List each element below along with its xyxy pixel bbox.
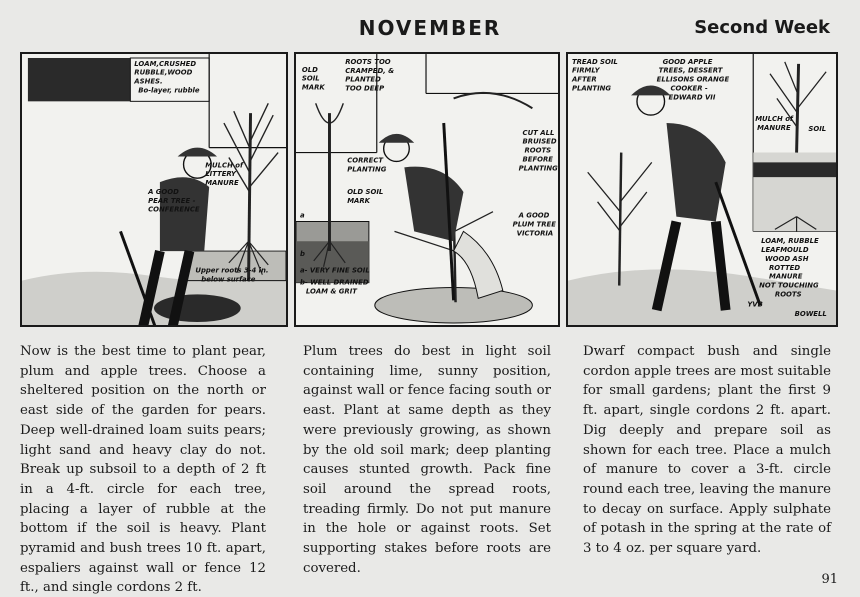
illustration-label: LEAFMOULD — [761, 246, 809, 255]
illustration-label: EDWARD VII — [668, 93, 716, 102]
illustration-label: PLANTING — [571, 84, 612, 93]
illustration-label: CRAMPED, & — [345, 66, 395, 75]
illustration-label: COOKER - — [670, 84, 708, 93]
apple-planting-drawing — [568, 54, 836, 325]
illustration-label: PLANTING — [347, 165, 387, 174]
illustration-label: FIRMLY — [571, 66, 600, 75]
illustration-label: VICTORIA — [516, 229, 554, 238]
illustration-label: NOT TOUCHING — [759, 281, 819, 290]
illustration-label: ROTTED — [769, 263, 801, 272]
illustration-label: PLANTED — [345, 75, 381, 84]
illustration-label: OLD — [301, 65, 318, 74]
illustration-label: A GOOD — [518, 211, 550, 220]
plum-planting-drawing — [296, 54, 558, 325]
gardener-body — [667, 123, 726, 222]
illustration-label: TREES, DESSERT — [658, 66, 723, 75]
illustration-label: GOOD APPLE — [662, 57, 713, 66]
illustration-label: MANURE — [769, 272, 803, 281]
illustration-label: WOOD ASH — [765, 254, 809, 263]
illustration-apple-planting — [566, 52, 838, 327]
illustration-label: b — [299, 249, 305, 258]
illustration-label: OLD SOIL — [347, 187, 384, 196]
illustration-label: CORRECT — [347, 156, 384, 165]
text-column-pears: Now is the best time to plant pear, plum and apple trees. Choose a sheltered position on the north or east side of the garden for pears. Deep well-drained loam suits pears; light sand and heavy clay do not. Break up subsoil to a depth of 2 ft in a 4-ft. circle for each tree, placing a layer of rubble at the bottom if the soil is heavy. Plant pyramid and bush trees 10 ft. apart, espaliers against wall or fence 12 ft., and single cordons 2 ft. — [20, 344, 266, 596]
illustration-label: Upper roots 3-4 in. — [195, 266, 269, 275]
illustration-label: MULCH of — [755, 115, 793, 124]
illustration-label: SOIL — [808, 124, 827, 133]
text-column-plums: Plum trees do best in light soil containing lime, sunny position, against wall or fence facing south or east. Plant at same depth as they were previously growing, as shown by the old soil mark; deep planting causes stunted growth. Pack fine soil around the spread roots, treading firmly. Do not put manure in the hole or against roots. Set supporting stakes before roots are covered. — [303, 344, 551, 576]
illustration-label: PLANTING — [518, 164, 558, 173]
illustration-label: a- VERY FINE SOIL — [299, 266, 370, 275]
illustration-label: LOAM & GRIT — [305, 287, 357, 296]
illustration-label: below surface — [201, 275, 256, 284]
illustration-label: SOIL — [301, 74, 320, 83]
illustration-label: LITTERY — [205, 170, 237, 179]
illustration-label: a — [299, 211, 305, 220]
soil-section-block — [28, 58, 130, 101]
illustration-label: AFTER — [571, 75, 597, 84]
illustration-label: MANURE — [757, 123, 791, 132]
illustration-label: CUT ALL — [522, 128, 555, 137]
illustration-label: BOWELL — [794, 310, 827, 319]
page-number: 91 — [821, 572, 838, 587]
illustration-label: BRUISED — [522, 137, 557, 146]
illustration-label: TREAD SOIL — [571, 57, 618, 66]
illustration-label: BEFORE — [522, 155, 554, 164]
illustration-label: RUBBLE,WOOD — [134, 68, 193, 77]
illustration-label: MULCH of — [205, 161, 243, 170]
illustration-label: ASHES. — [134, 77, 163, 86]
illustration-label: YVB — [747, 300, 763, 309]
illustration-label: MARK — [347, 196, 371, 205]
week-label: Second Week — [694, 17, 830, 38]
pear-planting-drawing — [22, 54, 286, 325]
illustration-label: PEAR TREE - — [148, 196, 196, 205]
illustration-label: CONFERENCE — [148, 205, 200, 214]
illustration-label: b- WELL DRAINED — [299, 278, 369, 287]
planting-hole — [154, 294, 241, 322]
illustration-label: LOAM, RUBBLE — [761, 237, 819, 246]
text-column-apples: Dwarf compact bush and single cordon apple trees are most suitable for small gardens; plant the first 9 ft. apart, single cordons 2 ft. apart. Dig deeply and prepare soil as shown for each tree. Place a mulch of manure to cover a 3-ft. circle round each tree, leaving the manure to decay on surface. Apply sulphate of potash in the spring at the rate of 3 to 4 oz. per square yard. — [583, 344, 831, 557]
illustration-label: PLUM TREE — [512, 220, 556, 229]
illustration-pear-planting — [20, 52, 288, 327]
illustration-label: ROOTS TOO — [345, 57, 391, 66]
illustration-plum-planting — [294, 52, 560, 327]
illustration-label: MANURE — [205, 179, 239, 188]
illustration-label: ROOTS — [774, 290, 802, 299]
gardener-body — [404, 167, 463, 242]
illustration-label: LOAM,CRUSHED — [134, 59, 197, 68]
bush-tree-trunk — [619, 153, 621, 286]
illustration-label: A GOOD — [148, 187, 179, 196]
illustration-label: TOO DEEP — [345, 84, 385, 93]
illustration-label: ELLISONS ORANGE — [656, 75, 730, 84]
illustration-label: ROOTS — [524, 146, 552, 155]
illustration-label: MARK — [301, 83, 325, 92]
page-title: NOVEMBER — [358, 16, 502, 40]
illustration-label: Bo-layer, rubble — [138, 86, 200, 95]
